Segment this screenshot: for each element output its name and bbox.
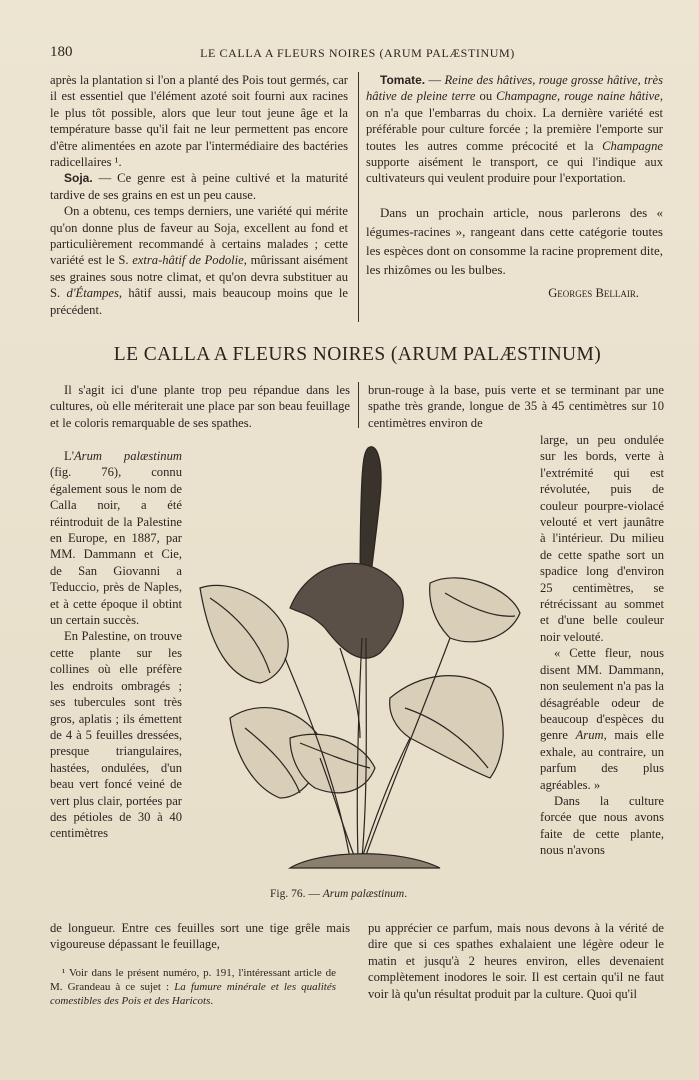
paragraph-quote [540, 645, 664, 793]
text-run: supporte aisément le transport, ce qui l'indique aux cultivateurs qui veulent produire pour l'exportation. [366, 155, 663, 186]
paragraph-soja [50, 170, 348, 203]
footnote-text [50, 966, 336, 1008]
text-run: — [425, 73, 445, 87]
paragraph-tomate [366, 72, 663, 187]
italic-run: d'Étampes [66, 286, 119, 301]
article-title: LE CALLA A FLEURS NOIRES (ARUM PALÆSTINUM) [113, 344, 602, 365]
paragraph: de longueur. Entre ces feuilles sort une tige grêle mais vigoureuse dépassant le feuillage, [50, 921, 350, 952]
top-left-column [50, 72, 348, 318]
text-run: , mais elle exhale, au contraire, un parfum des plus agréables. » [540, 728, 664, 792]
tomate-label: Tomate. [380, 73, 426, 87]
text-run: On a obtenu, ces temps derniers, une variété qui mérite qu'on donne plus de faveur au Soja, excellent au fond et particulièrement recommandé à certains malades ; cette variété est le S. [50, 204, 348, 268]
text-run: , on n'a que l'embarras du choix. La dernière variété est préférable pour culture forcée ; la première l'emporte sur toutes les autres comme précocité et la [366, 89, 664, 153]
italic-run: Reine des hâtives, rouge grosse hâtive, très hâtive de pleine terre [366, 73, 664, 104]
leaf [430, 578, 520, 642]
caption-text: . [404, 888, 408, 900]
paragraph: brun-rouge à la base, puis verte et se terminant par une spathe très grande, longue de 35 à 45 centimètres sur 10 centimètres environ de [368, 383, 664, 430]
right-column-intro [368, 382, 664, 431]
caption-italic: Arum palæstinum [322, 888, 405, 900]
paragraph: après la plantation si l'on a planté des Pois tout germés, car il est essentiel que l'élément azoté soit fourni aux racines le plus tôt possible, alors que leur tout jeune âge et la température basse qu'il fait ne leur permettent pas encore d'être alimentées en azote par l'intermédiaire des bactéries radicellaires ¹. [50, 73, 348, 170]
text-run: , mûrissant aisément ses graines sous notre climat, et qu'on devra substituer au S. [50, 253, 348, 301]
footnote [50, 966, 336, 1008]
italic-run: Champagne [602, 138, 663, 153]
italic-run: Arum [575, 728, 604, 743]
text-run: ¹ Voir dans le présent numéro, p. 191, l'intéressant article de M. Grandeau à ce sujet : [50, 967, 336, 993]
arum-illustration [190, 438, 530, 888]
column-rule-top [358, 72, 359, 322]
paragraph: Dans un prochain article, nous parlerons des « légumes-racines », rangeant dans cette catégorie toutes les espèces dont on consomme la racine proprement dite, les rhizômes ou les bulbes. [366, 204, 663, 277]
soja-label: Soja. [64, 171, 93, 186]
text-run: (fig. 76), connu également sous le nom de Calla noir, a été réintroduit de la Palestine en Europe, en 1887, par MM. Dammann et Cie, de San Giovanni a Teduccio, près de Naples, et à cette époque il obtint un certain succès. [50, 465, 182, 628]
paragraph: Dans la culture forcée que nous avons faite de cette plante, nous n'avons [540, 793, 664, 858]
left-column-narrow [50, 448, 182, 842]
soja-text: — Ce genre est à peine cultivé et la maturité tardive de ses grains en est un peu cause. [50, 171, 348, 202]
paragraph-continued-text: large, un peu ondulée sur les bords, verte à l'extrémité qui est révolutée, puis de couleur pourpre-violacé velouté et vert jaunâtre à l'intérieur. Du milieu de cette spathe sort un spadice long d'environ 25 centimètres, se rétrécissant au sommet et d'une belle couleur noir velouté. [540, 433, 664, 644]
text-run: ou [475, 89, 497, 104]
running-header [50, 44, 665, 62]
spathe [290, 563, 403, 658]
column-rule-lower [358, 382, 359, 428]
left-column-intro [50, 382, 350, 431]
paragraph: En Palestine, on trouve cette plante sur les collines où elle préfère les endroits ombragés ; ses tubercules sont très gros, aplatis ; ils émettent de 4 à 5 feuilles dressées, presque triangulaires, hastées, ondulées, d'un beau vert foncé veiné de vert plus clair, portées par des pétioles de 30 à 40 centimètres [50, 629, 182, 841]
signature: Georges Bellair. [548, 285, 639, 300]
italic-run: extra-hâtif de Podolie [132, 253, 244, 268]
running-title: LE CALLA A FLEURS NOIRES (ARUM PALÆSTINUM) [200, 46, 515, 60]
caption-text: Fig. 76. — [270, 888, 323, 900]
paragraph: Il s'agit ici d'une plante trop peu répandue dans les cultures, où elle mériterait une place par son beau feuillage et le coloris remarquable de ses spathes. [50, 383, 350, 430]
text-run: « Cette fleur, nous disent MM. Dammann, non seulement n'a pas la désagréable odeur de beaucoup d'espèces du genre [540, 646, 664, 743]
right-column-bottom [368, 920, 664, 1002]
paragraph [50, 203, 348, 318]
soil-mound [290, 854, 440, 868]
top-right-column [366, 72, 663, 301]
text-run: . [210, 995, 214, 1007]
paragraph [50, 448, 182, 628]
text-run: L' [64, 449, 74, 463]
italic-run: Arum palæstinum [73, 449, 182, 463]
figure-caption [270, 888, 407, 900]
italic-run: La fumure minérale et les qualités comestibles des Pois et des Haricots [50, 981, 336, 1007]
paragraph: pu apprécier ce parfum, mais nous devons à la vérité de dire que si ces spathes exhalaient une légère odeur le matin et jusqu'à 2 heures environ, elles devenaient complètement inodores le soir. Il est certain qu'il ne faut voir là qu'un résultat produit par la culture. Quoi qu'il [368, 921, 664, 1001]
right-column-flow [540, 432, 664, 859]
italic-run: Champagne, rouge naine hâtive [496, 89, 660, 104]
leaf [390, 676, 504, 778]
page-number: 180 [50, 44, 73, 60]
text-run: , hâtif aussi, mais beaucoup moins que le précédent. [50, 286, 349, 317]
left-column-bottom [50, 920, 350, 953]
